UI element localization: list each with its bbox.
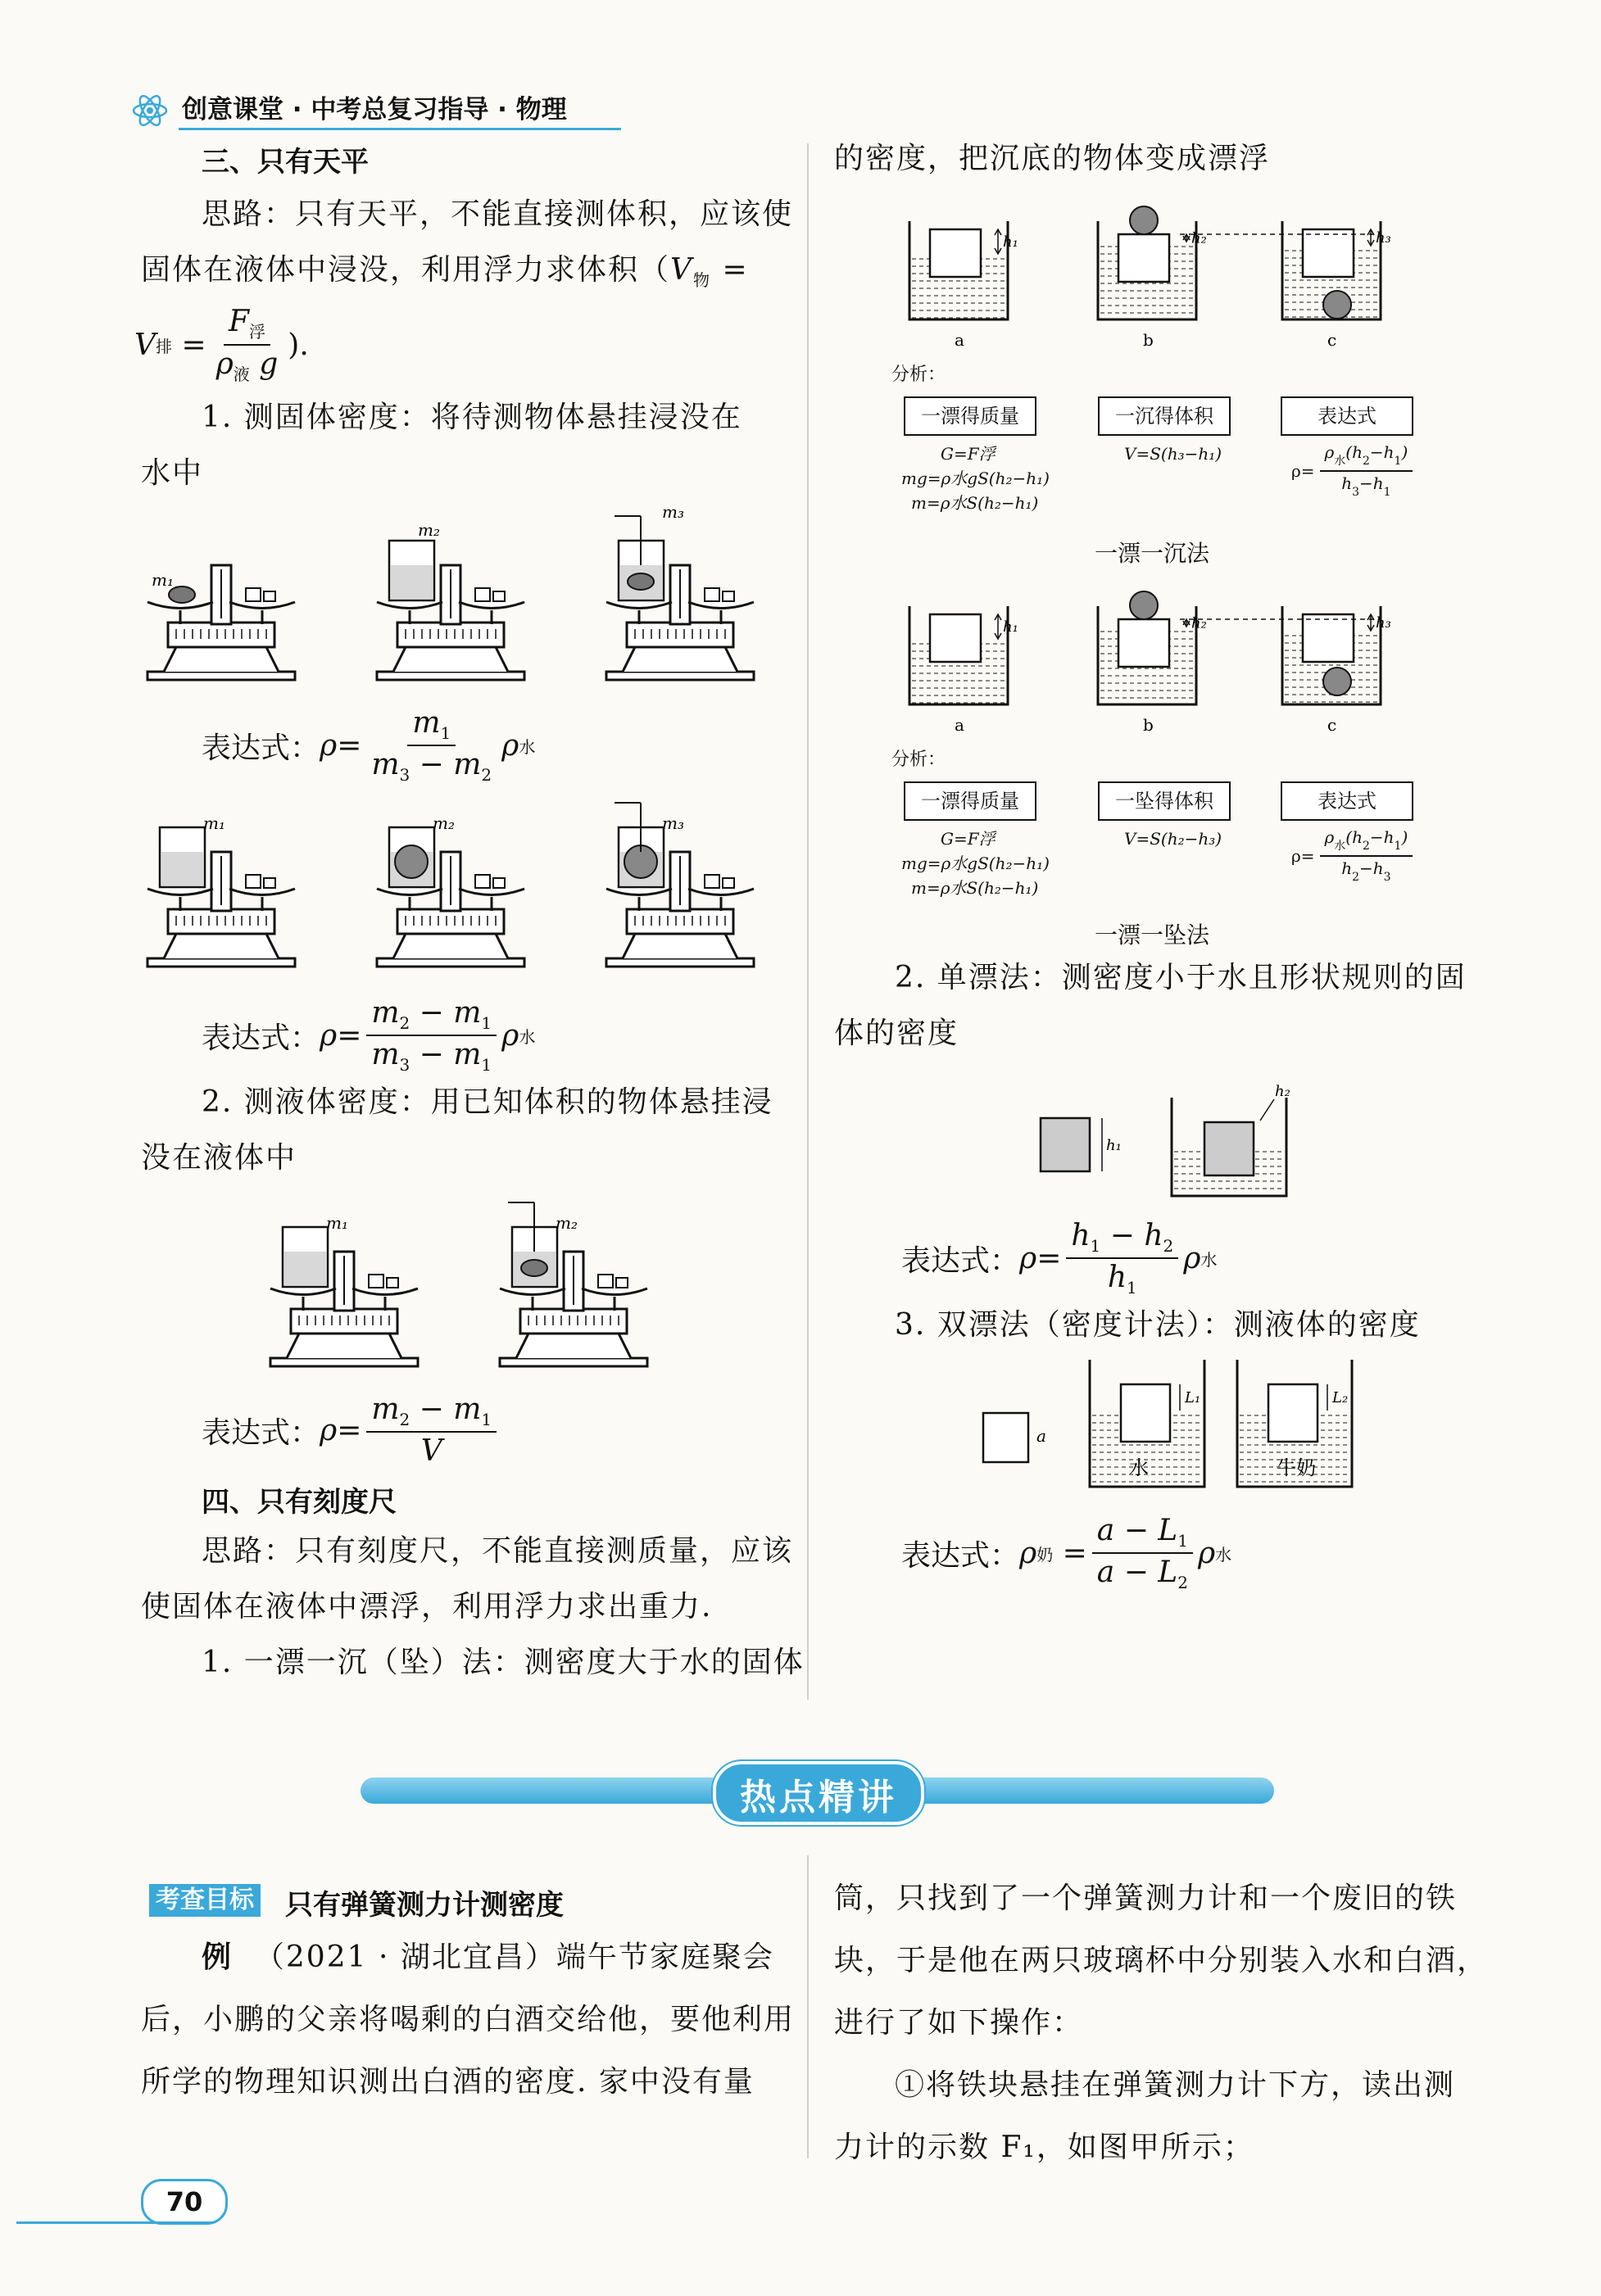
length-label: L₂: [1332, 1389, 1349, 1406]
paragraph-line: 使固体在液体中漂浮，利用浮力求出重力.: [141, 1590, 713, 1624]
hot-topic-banner: [361, 1771, 1274, 1818]
balance-label: m₂: [556, 1213, 578, 1233]
beaker-figure: [893, 205, 1467, 352]
expression: 表达式： ρ = $\frac{h_1 - h_2}{h_1}$ ρ 水: [901, 1219, 1218, 1297]
beaker-figure: [893, 590, 1467, 737]
page-number: 70: [141, 2179, 228, 2225]
height-label: h₁: [1106, 1137, 1122, 1154]
banner-label: 热点精讲: [740, 1777, 897, 1818]
height-label: h₂: [1191, 614, 1207, 632]
figure-letter: a: [955, 330, 964, 350]
section-heading: 四、只有刻度尺: [202, 1486, 397, 1519]
beaker-diagram: [1098, 591, 1207, 735]
height-label: h₃: [1376, 614, 1391, 632]
height-label: h₁: [1003, 233, 1018, 251]
figure-letter: b: [1143, 330, 1154, 350]
paragraph-line: 思路：只有刻度尺，不能直接测质量，应该: [202, 1534, 794, 1568]
side-label: a: [1036, 1426, 1046, 1446]
height-label: h₂: [1191, 229, 1207, 247]
example-label: 例: [202, 1941, 234, 1974]
paragraph-line: 2. 测液体密度：用已知体积的物体悬挂浸: [202, 1085, 773, 1119]
analysis-line: mg=ρ水gS(h₂−h₁): [901, 469, 1050, 488]
paragraph-line: 3. 双漂法（密度计法）：测液体的密度: [895, 1308, 1421, 1342]
header-rule: [179, 128, 621, 130]
liquid-label: 水: [1129, 1456, 1149, 1479]
balance-icon: [147, 565, 295, 680]
balance-icon: [147, 813, 295, 967]
balance-icon: [500, 1202, 647, 1366]
balance-label: m₁: [152, 570, 174, 590]
column-divider: [807, 1855, 809, 2158]
analysis-label: 分析：: [891, 365, 946, 385]
analysis-line: V=S(h₂−h₃): [1124, 829, 1222, 849]
figure-letter: b: [1143, 715, 1154, 735]
pointer-line: [1260, 1099, 1274, 1121]
analysis-line: mg=ρ水gS(h₂−h₁): [901, 854, 1050, 873]
example-line: ①将铁块悬挂在弹簧测力计下方，读出测: [895, 2068, 1456, 2102]
analysis-box: 一沉得体积: [1098, 396, 1231, 436]
expression: 表达式： ρ = $\frac{m_2 - m_1}{V}$: [202, 1393, 501, 1468]
liquid-beaker: [1090, 1360, 1204, 1487]
analysis-box: 一坠得体积: [1098, 781, 1231, 821]
balance-figure-row: [139, 502, 762, 688]
atom-icon: [131, 92, 169, 129]
example-line: 块，于是他在两只玻璃杯中分别装入水和白酒，: [834, 1944, 1489, 1977]
figure-caption: 一漂一坠法: [1095, 922, 1210, 949]
balance-icon: [606, 502, 754, 680]
balance-label: m₃: [662, 502, 684, 522]
balance-icon: [606, 803, 754, 967]
length-label: L₁: [1185, 1389, 1201, 1406]
footer-rule: [16, 2221, 213, 2224]
expression: 表达式： ρ = $\frac{m_2 - m_1}{m_3 - m_1}$ ρ 水: [202, 996, 536, 1075]
paragraph-line: 水中: [141, 456, 204, 490]
example-line: 所学的物理知识测出白酒的密度. 家中没有量: [141, 2065, 755, 2099]
paragraph-line: 固体在液体中浸没，利用浮力求体积（$V_物$ =: [141, 253, 749, 290]
beaker-diagram: [1282, 221, 1391, 350]
analysis-label: 分析：: [891, 749, 946, 770]
liquid-beaker: [1237, 1360, 1352, 1487]
cube-block: [1041, 1118, 1090, 1171]
analysis-box: 一漂得质量: [904, 396, 1036, 436]
page-header: [131, 88, 623, 131]
target-tag: 考查目标: [149, 1884, 261, 1917]
paragraph-line: 1. 一漂一沉（坠）法：测密度大于水的固体: [202, 1646, 805, 1679]
paragraph-line: 体的密度: [834, 1017, 959, 1050]
example-line: 力计的示数 F₁，如图甲所示；: [834, 2131, 1254, 2164]
analysis-box: 一漂得质量: [904, 781, 1036, 821]
paragraph-line: 没在液体中: [141, 1141, 297, 1175]
expression: ρ= $\frac{\rho_水(h_2-h_1)}{h_2-h_3}$: [1291, 827, 1417, 884]
double-float-figure: [975, 1360, 1368, 1503]
figure-letter: c: [1327, 715, 1337, 735]
analysis-line: V=S(h₃−h₁): [1124, 444, 1222, 464]
target-title: 只有弹簧测力计测密度: [285, 1889, 564, 1922]
analysis-line: m=ρ水S(h₂−h₁): [911, 493, 1039, 513]
volume-formula: V 排 = $\frac{F_浮}{\rho_液 g}$ ).: [134, 305, 309, 384]
figure-letter: a: [955, 715, 964, 735]
balance-figure-row: [262, 1211, 688, 1374]
expression: ρ= $\frac{\rho_水(h_2-h_1)}{h_3-h_1}$: [1291, 442, 1417, 499]
height-label: h₃: [1376, 229, 1391, 247]
balance-label: m₁: [203, 813, 225, 833]
balance-label: m₂: [418, 520, 440, 540]
beaker-diagram: [909, 606, 1018, 735]
example-line: 例 （2021 · 湖北宜昌）端午节家庭聚会: [202, 1941, 774, 1974]
balance-label: m₂: [433, 813, 455, 833]
analysis-box: 表达式: [1281, 781, 1413, 821]
paragraph-line: 1. 测固体密度：将待测物体悬挂浸没在: [202, 401, 742, 434]
cube-block: [983, 1413, 1028, 1462]
single-float-figure: [1024, 1073, 1319, 1212]
beaker-diagram: [1282, 606, 1391, 735]
height-label: h₂: [1275, 1083, 1290, 1100]
floating-cube: [1204, 1122, 1254, 1175]
analysis-line: G=F浮: [941, 829, 996, 849]
example-line: 进行了如下操作：: [834, 2006, 1084, 2040]
expression: 表达式： ρ 奶 = $\frac{a - L_1}{a - L_2}$ ρ 水: [901, 1514, 1232, 1592]
example-line: 后，小鹏的父亲将喝剩的白酒交给他，要他利用: [141, 2003, 796, 2036]
balance-icon: [270, 1213, 418, 1366]
liquid-label: 牛奶: [1277, 1456, 1316, 1479]
paragraph-line: 的密度，把沉底的物体变成漂浮: [834, 142, 1271, 175]
balance-label: m₃: [662, 813, 684, 833]
balance-label: m₁: [326, 1213, 348, 1233]
column-divider: [807, 143, 809, 1700]
paragraph-line: 思路：只有天平，不能直接测体积，应该使: [202, 197, 794, 231]
header-title: 创意课堂 · 中考总复习指导 · 物理: [182, 95, 567, 125]
beaker-diagram: [1098, 206, 1207, 350]
analysis-box: 表达式: [1281, 396, 1413, 436]
figure-caption: 一漂一沉法: [1095, 540, 1210, 567]
analysis-line: m=ρ水S(h₂−h₁): [911, 878, 1039, 898]
figure-letter: c: [1327, 330, 1337, 350]
example-line: 筒，只找到了一个弹簧测力计和一个废旧的铁: [834, 1882, 1458, 1915]
beaker-diagram: [909, 221, 1018, 350]
balance-figure-row: [139, 811, 762, 975]
analysis-line: G=F浮: [941, 444, 996, 464]
balance-icon: [377, 520, 524, 680]
expression: 表达式： ρ = $\frac{m_1}{m_3 - m_2}$ ρ 水: [202, 706, 536, 785]
height-label: h₁: [1003, 618, 1018, 636]
balance-icon: [377, 813, 524, 967]
paragraph-line: 2. 单漂法：测密度小于水且形状规则的固: [895, 961, 1467, 994]
section-heading: 三、只有天平: [202, 146, 369, 179]
